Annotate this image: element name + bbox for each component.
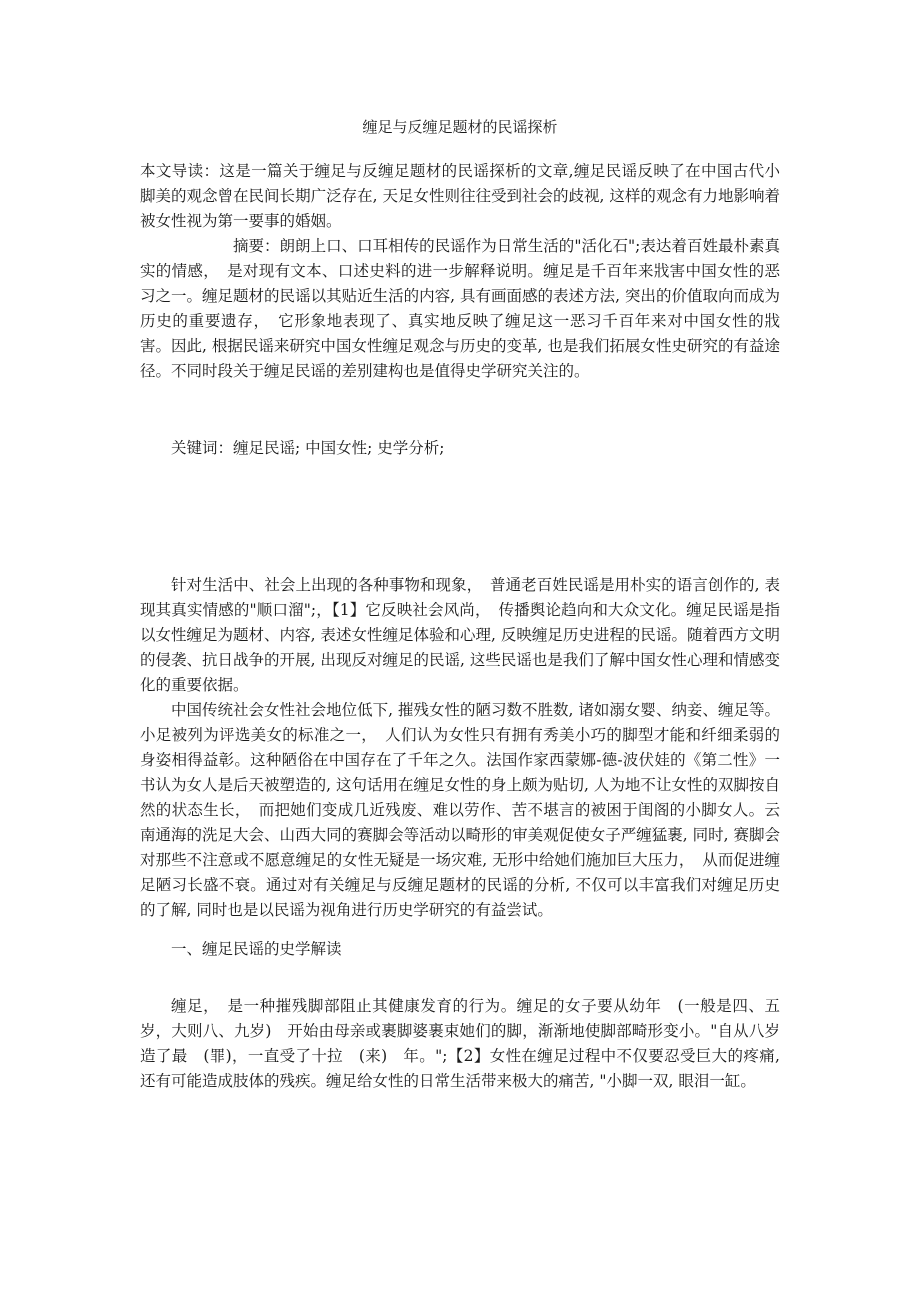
- section-1-body: [140, 994, 780, 1094]
- abstract-section: [140, 234, 780, 384]
- intro-paragraph: 本文导读：这是一篇关于缠足与反缠足题材的民谣探析的文章,缠足民谣反映了在中国古代小脚美的观念曾在民间长期广泛存在, 天足女性则往往受到社会的歧视, 这样的观念有力地影响着被女性视为第一要事的婚姻。: [140, 162, 780, 230]
- intro-section: [140, 159, 780, 234]
- keywords-section: [140, 436, 780, 461]
- body-paragraph: 针对生活中、社会上出现的各种事物和现象， 普通老百姓民谣是用朴实的语言创作的, 表现其真实情感的"顺口溜";，【1】它反映社会风尚， 传播舆论趋向和大众文化。缠足民谣是指以女性缠足为题材、内容, 表述女性缠足体验和心理, 反映缠足历史进程的民谣。随着西方文明的侵袭、抗日战争的开展, 出现反对缠足的民谣, 这些民谣也是我们了解中国女性心理和情感变化的重要依据。: [140, 576, 780, 694]
- page-title: 缠足与反缠足题材的民谣探析: [362, 118, 558, 136]
- section-1-paragraph: 缠足， 是一种摧残脚部阻止其健康发育的行为。缠足的女子要从幼年 (一般是四、五岁，大则八、九岁) 开始由母亲或裹脚婆裹束她们的脚，渐渐地使脚部畸形变小。"自从八岁造了最 (罪)，一直受了十拉 (来) 年。";【2】女性在缠足过程中不仅要忍受巨大的疼痛, 还有可能造成肢体的残疾。缠足给女性的日常生活带来极大的痛苦, "小脚一双, 眼泪一缸。: [140, 997, 780, 1090]
- section-heading: 一、缠足民谣的史学解读: [171, 940, 342, 958]
- abstract-paragraph: 摘要：朗朗上口、口耳相传的民谣作为日常生活的"活化石";表达着百姓最朴素真实的情感， 是对现有文本、口述史料的进一步解释说明。缠足是千百年来戕害中国女性的恶习之一。缠足题材的民谣以其贴近生活的内容, 具有画面感的表述方法, 突出的价值取向而成为历史的重要遗存， 它形象地表现了、真实地反映了缠足这一恶习千百年来对中国女性的戕害。因此, 根据民谣来研究中国女性缠足观念与历史的变革, 也是我们拓展女性史研究的有益途径。不同时段关于缠足民谣的差别建构也是值得史学研究关注的。: [140, 237, 780, 380]
- keywords-line: 关键词：缠足民谣; 中国女性; 史学分析;: [171, 439, 445, 457]
- section-heading-block: [140, 937, 780, 962]
- body-paragraph: 中国传统社会女性社会地位低下, 摧残女性的陋习数不胜数, 诸如溺女婴、纳妾、缠足等。小足被列为评选美女的标准之一， 人们认为女性只有拥有秀美小巧的脚型才能和纤细柔弱的身姿相得益彰。这种陋俗在中国存在了千年之久。法国作家西蒙娜-德-波伏娃的《第二性》一书认为女人是后天被塑造的, 这句话用在缠足女性的身上颇为贴切, 人为地不让女性的双脚按自然的状态生长， 而把她们变成几近残废、难以劳作、苦不堪言的被困于闺阁的小脚女人。云南通海的洗足大会、山西大同的赛脚会等活动以畸形的审美观促使女子严缠猛裹, 同时, 赛脚会对那些不注意或不愿意缠足的女性无疑是一场灾难, 无形中给她们施加巨大压力， 从而促进缠足陋习长盛不衰。通过对有关缠足与反缠足题材的民谣的分析, 不仅可以丰富我们对缠足历史的了解, 同时也是以民谣为视角进行历史学研究的有益尝试。: [140, 701, 780, 919]
- body-section: [140, 573, 780, 923]
